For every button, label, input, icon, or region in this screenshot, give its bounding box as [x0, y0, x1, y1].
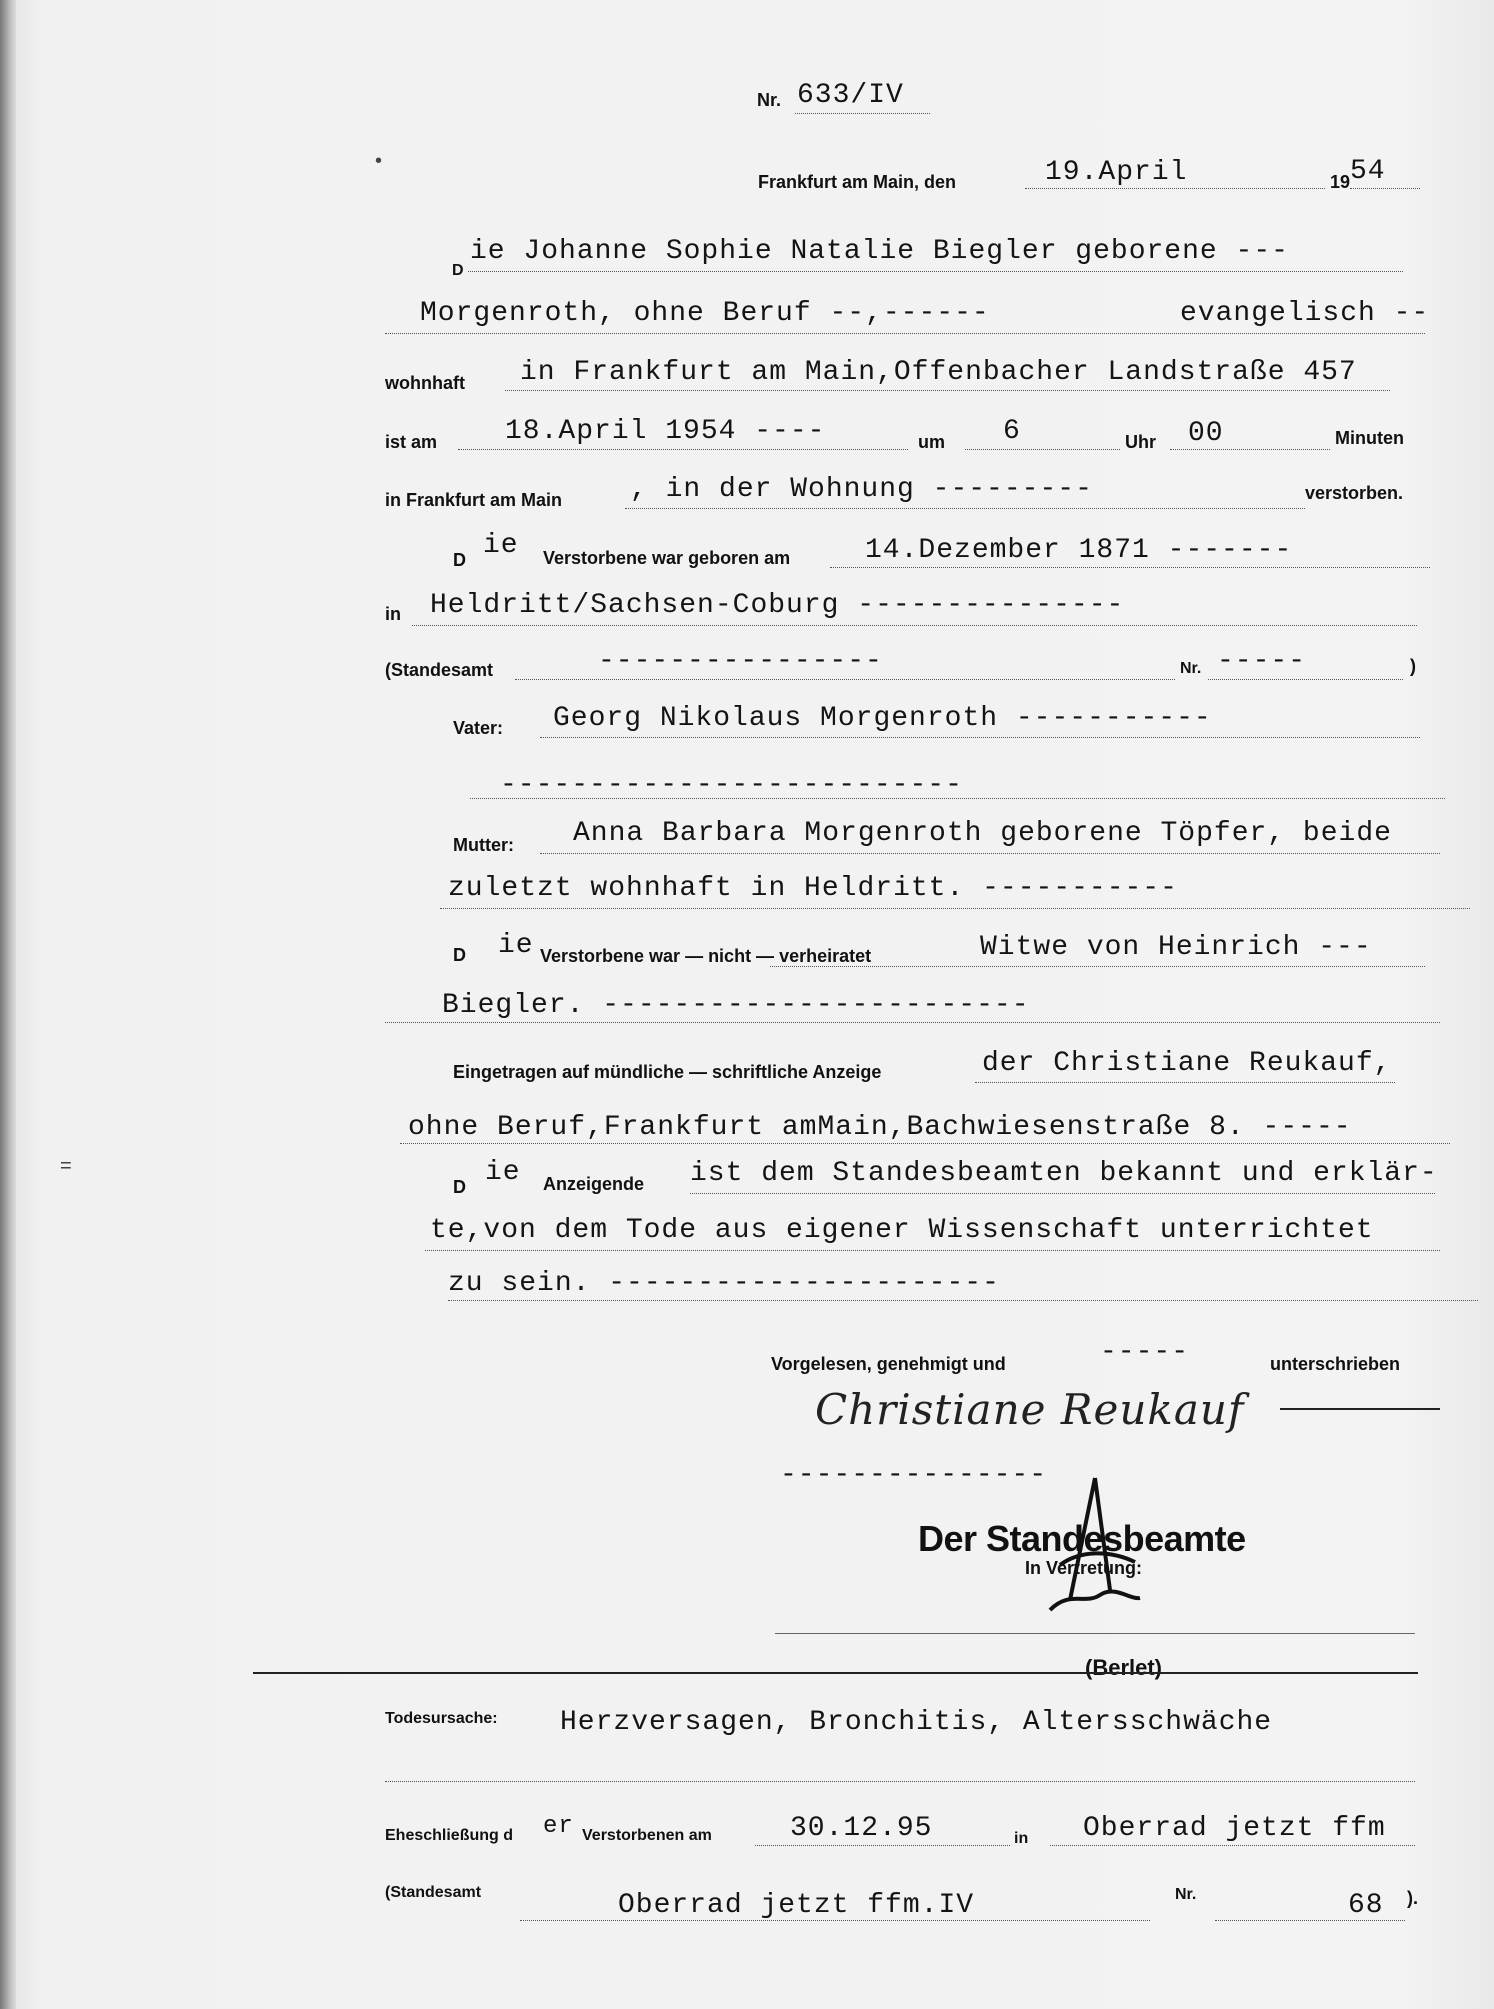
article-ie-3: ie	[485, 1157, 521, 1188]
deceased-religion: evangelisch --	[1180, 298, 1430, 329]
eheschliessung-label-2: Verstorbenen am	[582, 1827, 712, 1844]
wohnhaft-label: wohnhaft	[385, 373, 465, 393]
uhr-label: Uhr	[1125, 432, 1156, 452]
father-line-2: --------------------------	[500, 770, 963, 801]
place-label: Frankfurt am Main, den	[758, 172, 957, 192]
death-date: 18.April 1954 ----	[505, 416, 826, 447]
marriage-registry-nr: 68	[1348, 1890, 1384, 1921]
mother-name: Anna Barbara Morgenroth geborene Töpfer, beide	[573, 818, 1392, 849]
todesursache-label: Todesursache:	[385, 1710, 498, 1727]
unterschrieben-label: unterschrieben	[1270, 1354, 1401, 1374]
marital-label: Verstorbene war — nicht — verheiratet	[540, 946, 872, 966]
article-ie-1: ie	[483, 530, 519, 561]
marriage-date: 30.12.95	[790, 1813, 933, 1844]
informant-line-2: ohne Beruf,Frankfurt amMain,Bachwiesenstraße 8. -----	[408, 1112, 1352, 1143]
residence: in Frankfurt am Main,Offenbacher Landstraße 457	[520, 357, 1357, 388]
birth-registry: ----------------	[598, 646, 883, 677]
eingetragen-label: Eingetragen auf mündliche — schriftliche Anzeige	[453, 1062, 882, 1082]
eheschliessung-label-1: Eheschließung d	[385, 1827, 514, 1844]
year-prefix: 19	[1330, 172, 1351, 192]
ist-am-label: ist am	[385, 432, 438, 452]
minuten-label: Minuten	[1335, 428, 1404, 448]
nr-label-2: Nr.	[1180, 660, 1202, 677]
standesamt-label: (Standesamt	[385, 660, 494, 680]
close-paren-2: ).	[1407, 1888, 1418, 1908]
record-year: 54	[1350, 156, 1386, 187]
register-number: 633/IV	[797, 80, 904, 111]
standesamt-label-2: (Standesamt	[385, 1884, 482, 1901]
death-place-label: in Frankfurt am Main	[385, 490, 563, 510]
article-er: er	[543, 1813, 574, 1840]
informant-statement-1: ist dem Standesbeamten bekannt und erklär-	[690, 1158, 1438, 1189]
d-prefix: D	[452, 262, 464, 279]
in-label-2: in	[1014, 1830, 1029, 1847]
page-binding-edge	[0, 0, 16, 2009]
article-ie-2: ie	[498, 930, 534, 961]
birth-registry-nr: -----	[1217, 646, 1307, 677]
anzeigende-label: Anzeigende	[543, 1174, 645, 1194]
vater-label: Vater:	[453, 718, 504, 738]
informant-name: der Christiane Reukauf,	[982, 1048, 1392, 1079]
death-minutes: 00	[1188, 418, 1224, 449]
birth-date: 14.Dezember 1871 -------	[865, 535, 1293, 566]
d-prefix-3: D	[453, 945, 466, 965]
informant-signature: Christiane Reukauf	[815, 1385, 1245, 1434]
margin-dot: •	[375, 150, 383, 172]
vorgelesen-label: Vorgelesen, genehmigt und	[771, 1354, 1006, 1374]
death-hour: 6	[1003, 416, 1021, 447]
birth-place: Heldritt/Sachsen-Coburg ---------------	[430, 590, 1125, 621]
informant-statement-3: zu sein. ----------------------	[448, 1268, 1000, 1299]
born-label: Verstorbene war geboren am	[543, 548, 791, 568]
nr-label-3: Nr.	[1175, 1886, 1197, 1903]
official-name: (Berlet)	[1085, 1655, 1163, 1680]
official-signature-scribble	[1040, 1470, 1150, 1620]
vorgelesen-dashes: -----	[1100, 1337, 1190, 1368]
deceased-line-2: Morgenroth, ohne Beruf --,------	[420, 298, 990, 329]
cause-of-death: Herzversagen, Bronchitis, Altersschwäche	[560, 1707, 1273, 1738]
marriage-place: Oberrad jetzt ffm	[1083, 1813, 1386, 1844]
d-prefix-4: D	[453, 1177, 466, 1197]
margin-tick: =	[60, 1155, 72, 1177]
death-place: , in der Wohnung ---------	[630, 474, 1093, 505]
vertretung-label: In Vertretung:	[1025, 1558, 1143, 1578]
deceased-line-1: ie Johanne Sophie Natalie Biegler geborene ---	[470, 236, 1289, 267]
marital-status: Witwe von Heinrich ---	[980, 932, 1372, 963]
in-label: in	[385, 604, 401, 624]
father-name: Georg Nikolaus Morgenroth -----------	[553, 703, 1212, 734]
marital-line-2: Biegler. ------------------------	[442, 990, 1030, 1021]
marriage-registry: Oberrad jetzt ffm.IV	[618, 1890, 975, 1921]
mutter-label: Mutter:	[453, 835, 514, 855]
nr-label: Nr.	[757, 90, 782, 110]
um-label: um	[918, 432, 945, 452]
informant-statement-2: te,von dem Tode aus eigener Wissenschaft unterrichtet	[430, 1215, 1374, 1246]
verstorben-label: verstorben.	[1305, 483, 1404, 503]
record-date: 19.April	[1045, 157, 1188, 188]
mother-line-2: zuletzt wohnhaft in Heldritt. -----------	[448, 873, 1178, 904]
standesbeamte-title: Der Standesbeamte	[918, 1518, 1246, 1559]
signature-dashes: ---------------	[780, 1460, 1048, 1491]
close-paren: )	[1410, 656, 1416, 676]
d-prefix-2: D	[453, 550, 466, 570]
